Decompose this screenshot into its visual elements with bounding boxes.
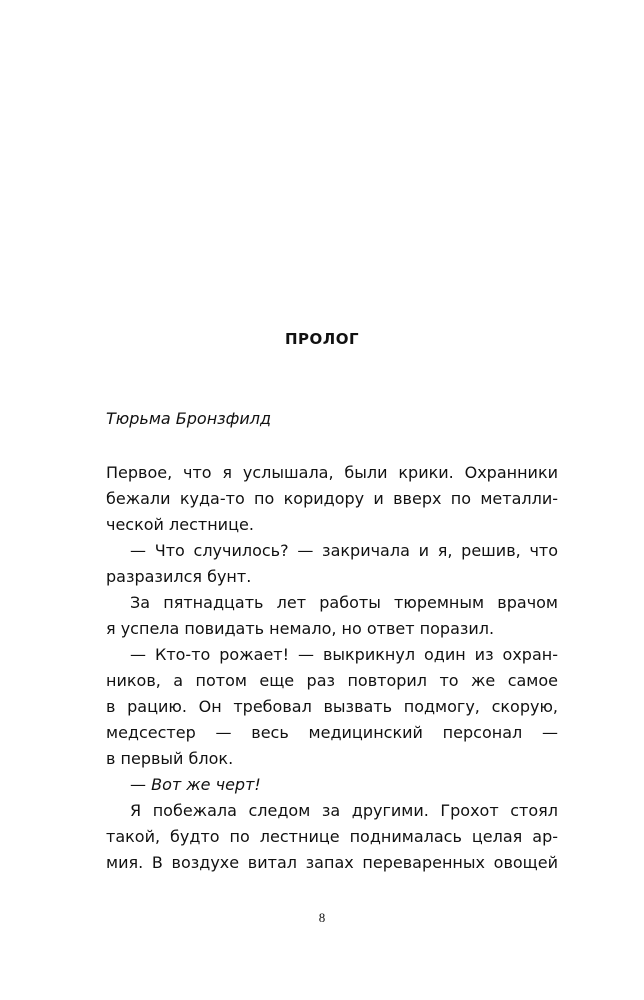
text-line: медсестер — весь медицинский персонал — [106,723,558,742]
text-line: я успела повидать немало, но ответ поразил. [106,619,495,638]
italic-exclamation: Вот же черт! [151,775,261,794]
text-line: Я побежала следом за другими. Грохот стоял [130,801,558,820]
text-line: Первое, что я услышала, были крики. Охранники [106,463,558,482]
text-line: — Что случилось? — закричала и я, решив, что [130,541,558,560]
chapter-title: ПРОЛОГ [284,330,360,348]
text-line: такой, будто по лестнице поднималась целая ар- [106,827,558,846]
text-line: бежали куда-то по коридору и вверх по металли- [106,489,558,508]
text-line: ческой лестнице. [106,515,254,534]
text-line: ников, а потом еще раз повторил то же самое [106,671,558,690]
page-number: 8 [318,910,326,925]
text-line [106,772,558,798]
dash: — [130,775,152,794]
text-line: мия. В воздухе витал запах переваренных овощей [106,853,558,872]
body-text [106,460,558,876]
location-subtitle: Тюрьма Бронзфилд [106,409,272,428]
text-line: — Кто-то рожает! — выкрикнул один из охран- [130,645,558,664]
text-line: разразился бунт. [106,567,252,586]
text-line: в первый блок. [106,749,234,768]
text-line: в рацию. Он требовал вызвать подмогу, скорую, [106,697,558,716]
text-line: За пятнадцать лет работы тюремным врачом [130,593,558,612]
